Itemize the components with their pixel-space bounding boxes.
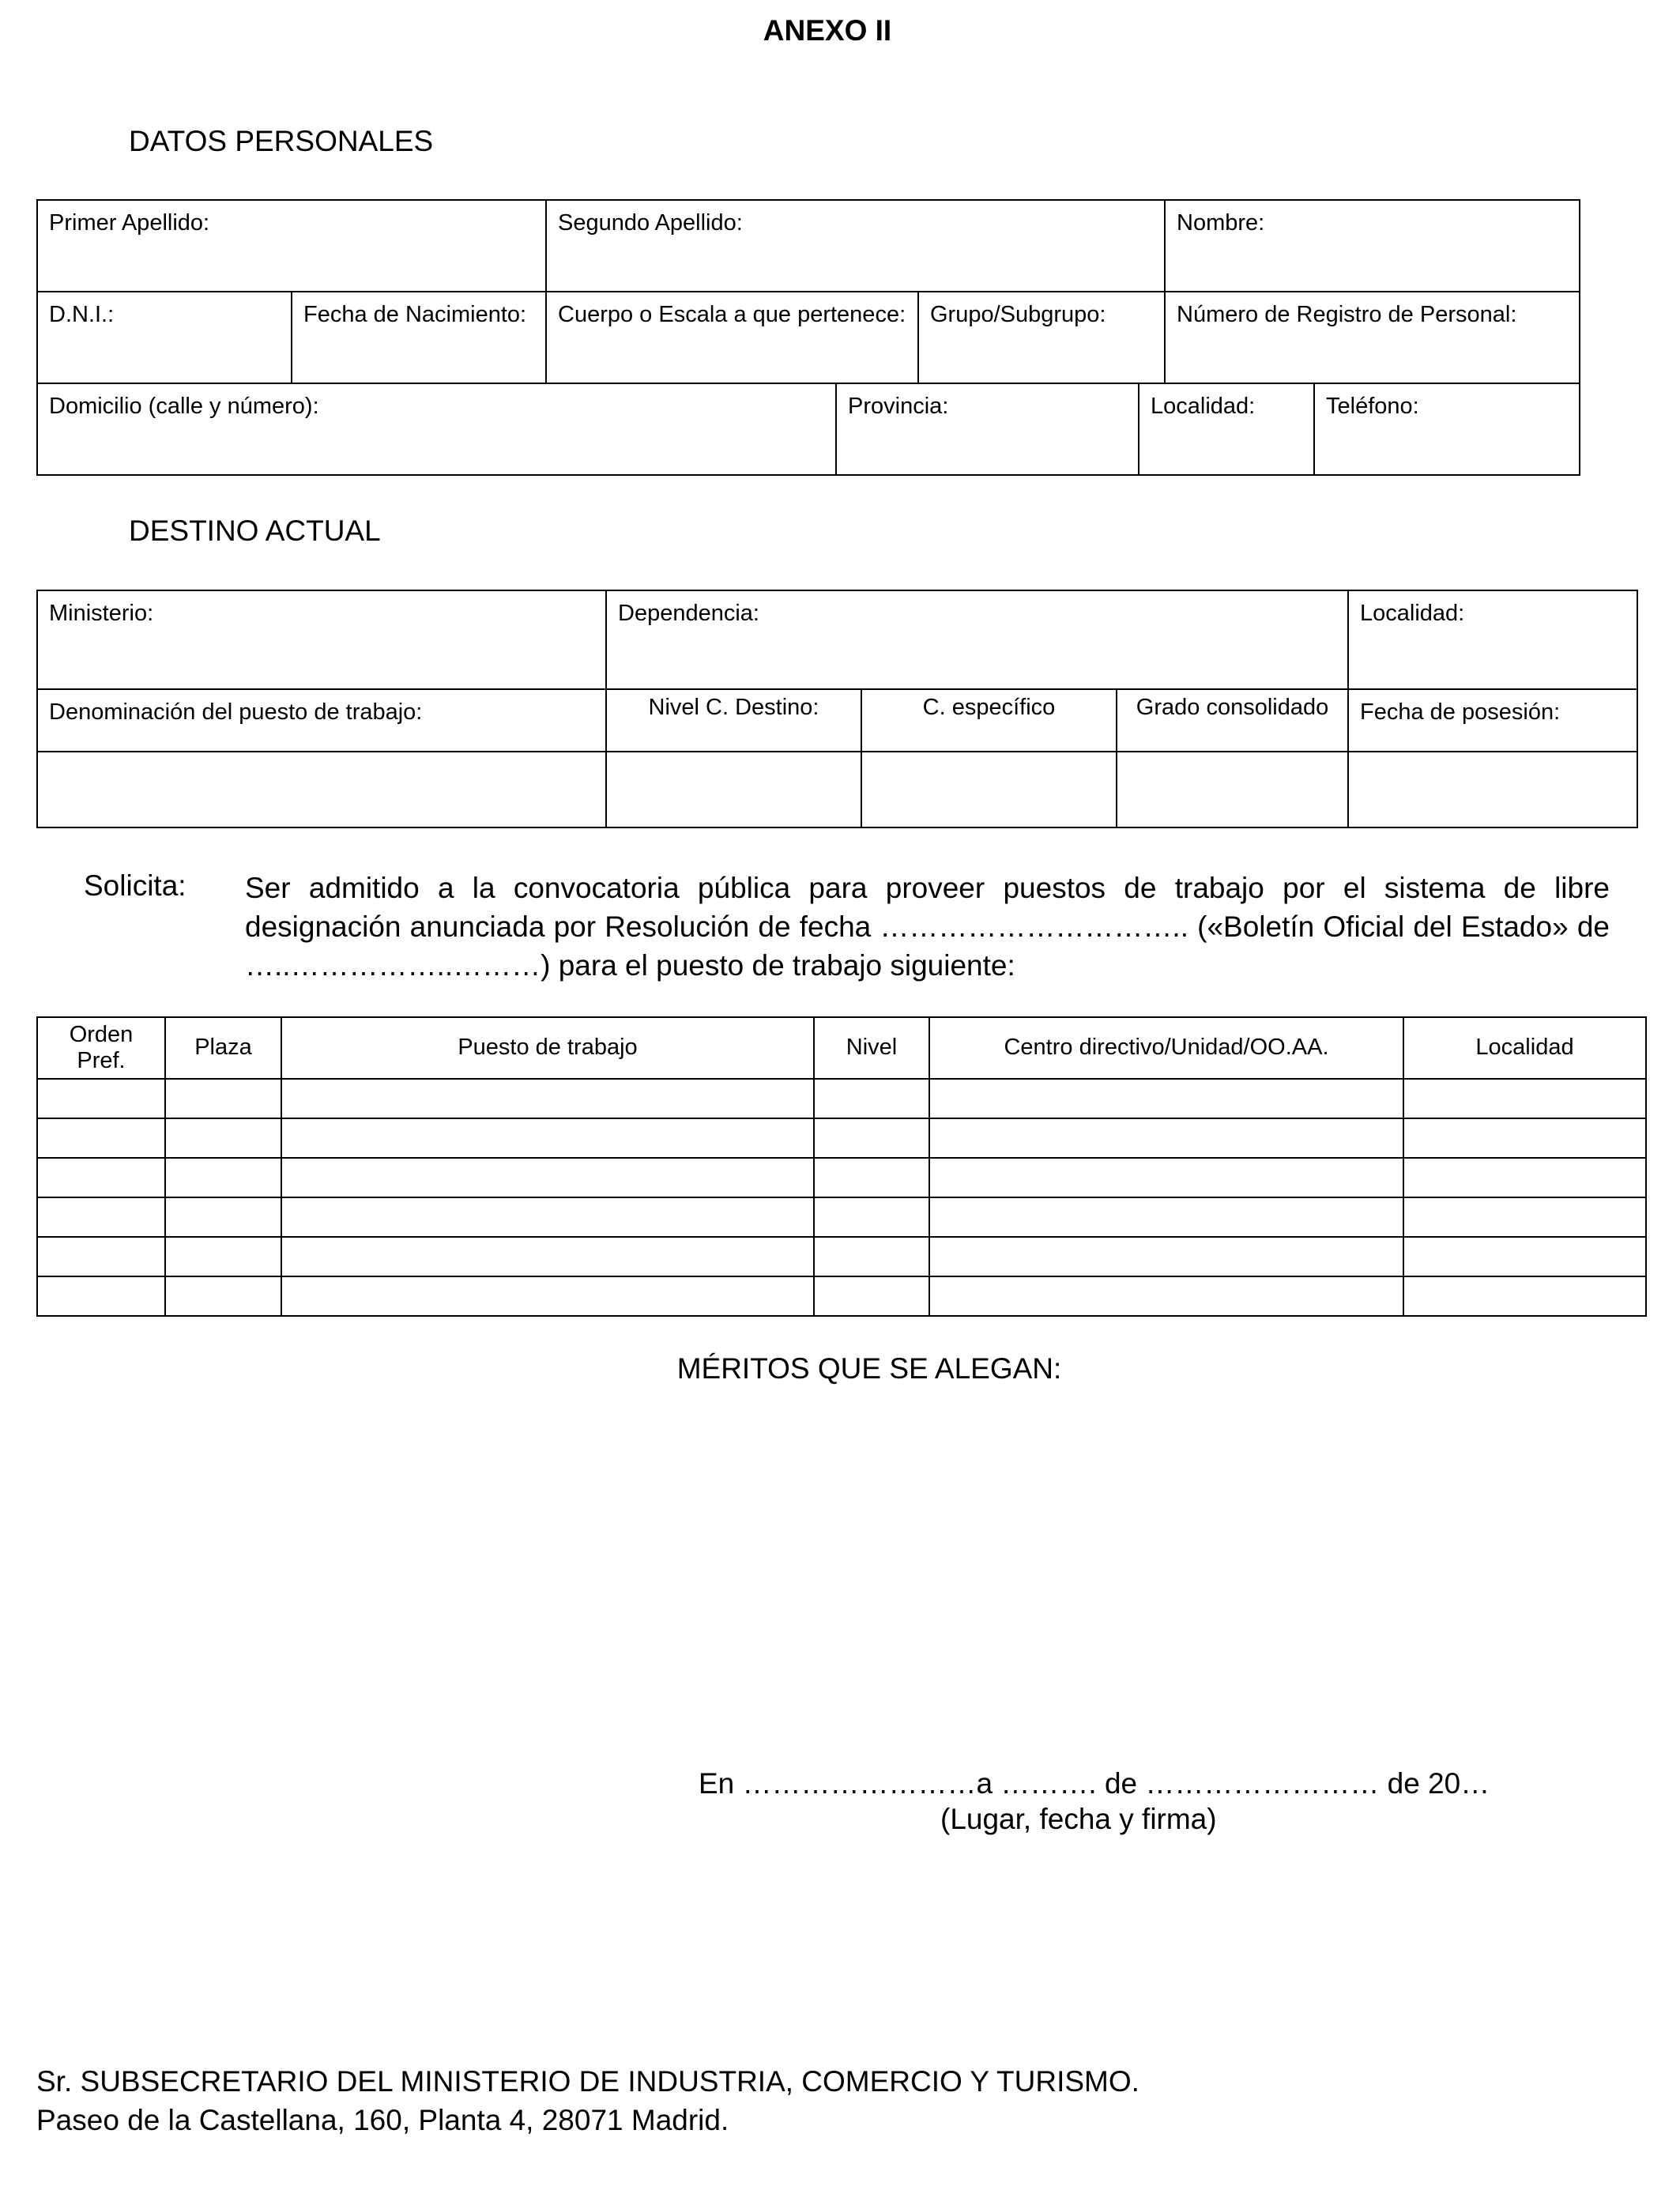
table-cell[interactable] [1403,1197,1646,1237]
field-dni[interactable] [37,292,292,383]
address-line: Paseo de la Castellana, 160, Planta 4, 28071 Madrid. [36,2104,729,2136]
column-header: Plaza [165,1017,281,1079]
field-telefono[interactable] [1314,383,1580,475]
table-cell[interactable] [929,1197,1403,1237]
table-cell[interactable] [814,1118,929,1158]
section-heading-datos-personales: DATOS PERSONALES [129,125,434,157]
request-text: Ser admitido a la convocatoria pública para proveer puestos de trabajo por el sistema de libre designación anunciada por Resolución de fecha ………………………….. («Boletín Oficial del Estado» de …..……………..………) para el puesto de trabajo siguiente: [245,872,1610,982]
table-cell[interactable] [1403,1276,1646,1316]
document-title: ANEXO II [763,14,892,47]
field-label: Ministerio: [49,601,154,626]
table-cell[interactable] [814,1276,929,1316]
column-header: Puesto de trabajo [281,1017,814,1079]
table-cell[interactable] [929,1158,1403,1197]
table-cell[interactable] [37,1079,165,1118]
field-label: Domicilio (calle y número): [49,394,319,419]
table-cell[interactable] [281,1276,814,1316]
input-grado-consolidado[interactable] [1117,752,1348,827]
field-label: Grado consolidado [1136,695,1329,720]
field-cuerpo-escala[interactable] [546,292,918,383]
table-cell[interactable] [929,1118,1403,1158]
table-cell[interactable] [281,1158,814,1197]
field-label: Fecha de Nacimiento: [303,302,527,327]
field-label: Nivel C. Destino: [648,695,819,720]
table-cell[interactable] [1403,1158,1646,1197]
header-complemento-especifico [861,689,1117,752]
table-row [37,1197,1646,1237]
field-label: Denominación del puesto de trabajo: [49,699,423,725]
table-cell[interactable] [929,1237,1403,1276]
field-label: C. específico [922,695,1056,720]
field-label: Fecha de posesión: [1360,699,1561,725]
section-heading-destino-actual: DESTINO ACTUAL [129,515,381,547]
table-cell[interactable] [165,1197,281,1237]
table-cell[interactable] [281,1237,814,1276]
input-fecha-posesion[interactable] [1348,752,1637,827]
table-cell[interactable] [1403,1079,1646,1118]
table-cell[interactable] [37,1276,165,1316]
field-domicilio[interactable] [37,383,836,475]
field-label: D.N.I.: [49,302,115,327]
table-cell[interactable] [929,1276,1403,1316]
field-localidad-destino[interactable] [1348,590,1637,689]
field-segundo-apellido[interactable] [546,200,1165,292]
column-header: Centro directivo/Unidad/OO.AA. [929,1017,1403,1079]
input-nivel-destino[interactable] [606,752,861,827]
input-complemento-especifico[interactable] [861,752,1117,827]
header-denominacion [37,689,606,752]
table-row [37,1276,1646,1316]
field-primer-apellido[interactable] [37,200,546,292]
table-cell[interactable] [814,1079,929,1118]
signature-line: En ……………………a ………. de …………………… de 20… [699,1767,1490,1800]
table-cell[interactable] [165,1118,281,1158]
field-label: Nombre: [1177,210,1265,236]
header-grado-consolidado [1117,689,1348,752]
field-label: Dependencia: [618,601,759,626]
field-label: Cuerpo o Escala a que pertenece: [558,302,906,327]
header-fecha-posesion [1348,689,1637,752]
header-nivel-destino [606,689,861,752]
table-row [37,1118,1646,1158]
table-cell[interactable] [165,1079,281,1118]
field-provincia[interactable] [836,383,1139,475]
column-header: Orden Pref. [37,1017,165,1079]
table-cell[interactable] [814,1237,929,1276]
field-label: Número de Registro de Personal: [1177,302,1517,327]
table-cell[interactable] [814,1197,929,1237]
field-localidad[interactable] [1139,383,1314,475]
table-cell[interactable] [281,1197,814,1237]
table-cell[interactable] [1403,1118,1646,1158]
table-cell[interactable] [37,1237,165,1276]
field-label: Grupo/Subgrupo: [930,302,1106,327]
request-label: Solicita: [84,869,186,902]
table-row [37,1079,1646,1118]
table-cell[interactable] [37,1158,165,1197]
signature-caption: (Lugar, fecha y firma) [940,1803,1217,1835]
current-post-table [36,590,1638,828]
addressee-line: Sr. SUBSECRETARIO DEL MINISTERIO DE INDUSTRIA, COMERCIO Y TURISMO. [36,2065,1139,2098]
field-fecha-nacimiento[interactable] [292,292,546,383]
field-grupo-subgrupo[interactable] [918,292,1165,383]
field-label: Localidad: [1360,601,1465,626]
personal-data-table [36,199,1580,476]
table-cell[interactable] [165,1237,281,1276]
field-label: Provincia: [848,394,949,419]
table-row [37,1158,1646,1197]
field-label: Segundo Apellido: [558,210,743,236]
field-dependencia[interactable] [606,590,1348,689]
column-header: Localidad [1403,1017,1646,1079]
field-nombre[interactable] [1165,200,1580,292]
field-label: Localidad: [1151,394,1256,419]
table-cell[interactable] [165,1276,281,1316]
table-cell[interactable] [37,1197,165,1237]
field-label: Primer Apellido: [49,210,210,236]
preference-table [36,1016,1647,1317]
field-ministerio[interactable] [37,590,606,689]
column-header: Nivel [814,1017,929,1079]
table-cell[interactable] [1403,1237,1646,1276]
field-numero-registro[interactable] [1165,292,1580,383]
table-cell[interactable] [281,1118,814,1158]
table-cell[interactable] [165,1158,281,1197]
table-cell[interactable] [281,1079,814,1118]
meritos-heading: MÉRITOS QUE SE ALEGAN: [676,1352,1062,1385]
table-cell[interactable] [37,1118,165,1158]
input-denominacion[interactable] [37,752,606,827]
table-cell[interactable] [814,1158,929,1197]
table-cell[interactable] [929,1079,1403,1118]
field-label: Teléfono: [1326,394,1419,419]
table-row [37,1237,1646,1276]
